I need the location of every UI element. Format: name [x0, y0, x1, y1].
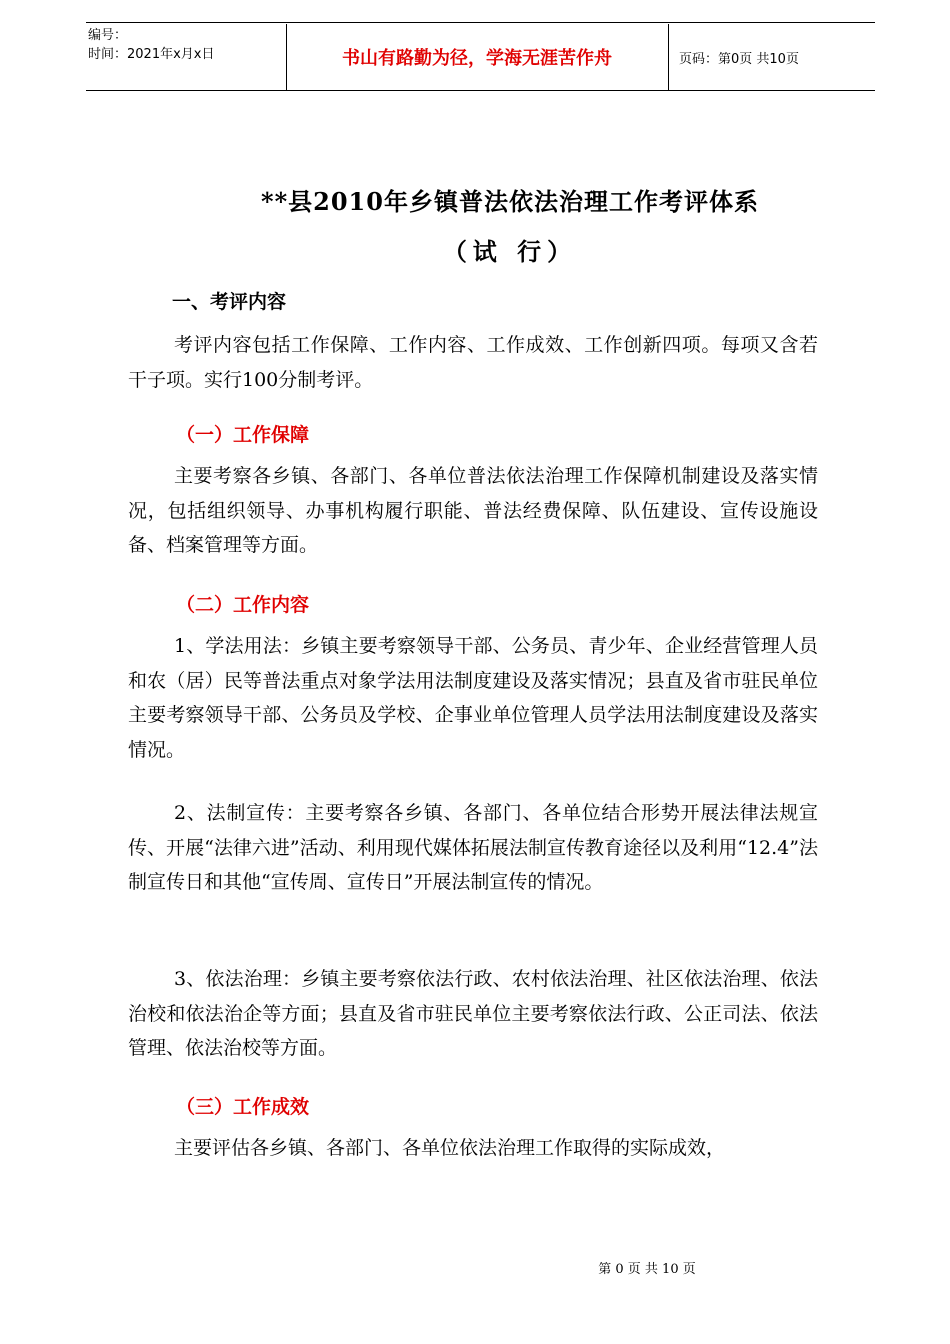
header-meta: [88, 26, 214, 64]
paragraph: 主要评估各乡镇、各部门、各单位依法治理工作取得的实际成效，: [174, 1137, 726, 1159]
list-item: 3、依法治理：乡镇主要考察依法行政、农村依法治理、社区依法治理、依法治校和依法治企等方面；县直及省市驻民单位主要考察依法行政、公正司法、依法管理、依法治校等方面。: [128, 968, 818, 1059]
header-top-rule: [86, 22, 875, 23]
page-footer: 第 0 页 共 10 页: [598, 1262, 696, 1277]
subsection-heading: （三）工作成效: [176, 1096, 310, 1118]
subsection-heading: （一）工作保障: [176, 424, 310, 446]
document-number-label: 编号：: [88, 28, 128, 43]
paragraph: 考评内容包括工作保障、工作内容、工作成效、工作创新四项。每项又含若干子项。实行100分制考评。: [128, 334, 818, 391]
document-subtitle: （试 行）: [442, 237, 578, 266]
list-item: 1、学法用法：乡镇主要考察领导干部、公务员、青少年、企业经营管理人员和农（居）民等普法重点对象学法用法制度建设及落实情况；县直及省市驻民单位主要考察领导干部、公务员及学校、企事业单位管理人员学法用法制度建设及落实情况。: [128, 635, 818, 761]
header-motto: 书山有路勤为径，学海无涯苦作舟: [342, 48, 612, 69]
section-heading: 一、考评内容: [172, 291, 287, 313]
header-bottom-rule: [86, 90, 875, 91]
list-item: 2、法制宣传：主要考察各乡镇、各部门、各单位结合形势开展法律法规宣传、开展“法律六进”活动、利用现代媒体拓展法制宣传教育途径以及利用“12.4”法制宣传日和其他“宣传周、宣传日”开展法制宣传的情况。: [128, 802, 818, 893]
document-date-label: 时间：2021年x月x日: [88, 47, 215, 62]
header-page-info: 页码：第0页 共10页: [679, 51, 799, 67]
subsection-heading: （二）工作内容: [176, 594, 310, 616]
paragraph: 主要考察各乡镇、各部门、各单位普法依法治理工作保障机制建设及落实情况，包括组织领导、办事机构履行职能、普法经费保障、队伍建设、宣传设施设备、档案管理等方面。: [128, 465, 818, 556]
page-header: [86, 22, 875, 90]
document-title: **县2010年乡镇普法依法治理工作考评体系: [261, 187, 759, 216]
